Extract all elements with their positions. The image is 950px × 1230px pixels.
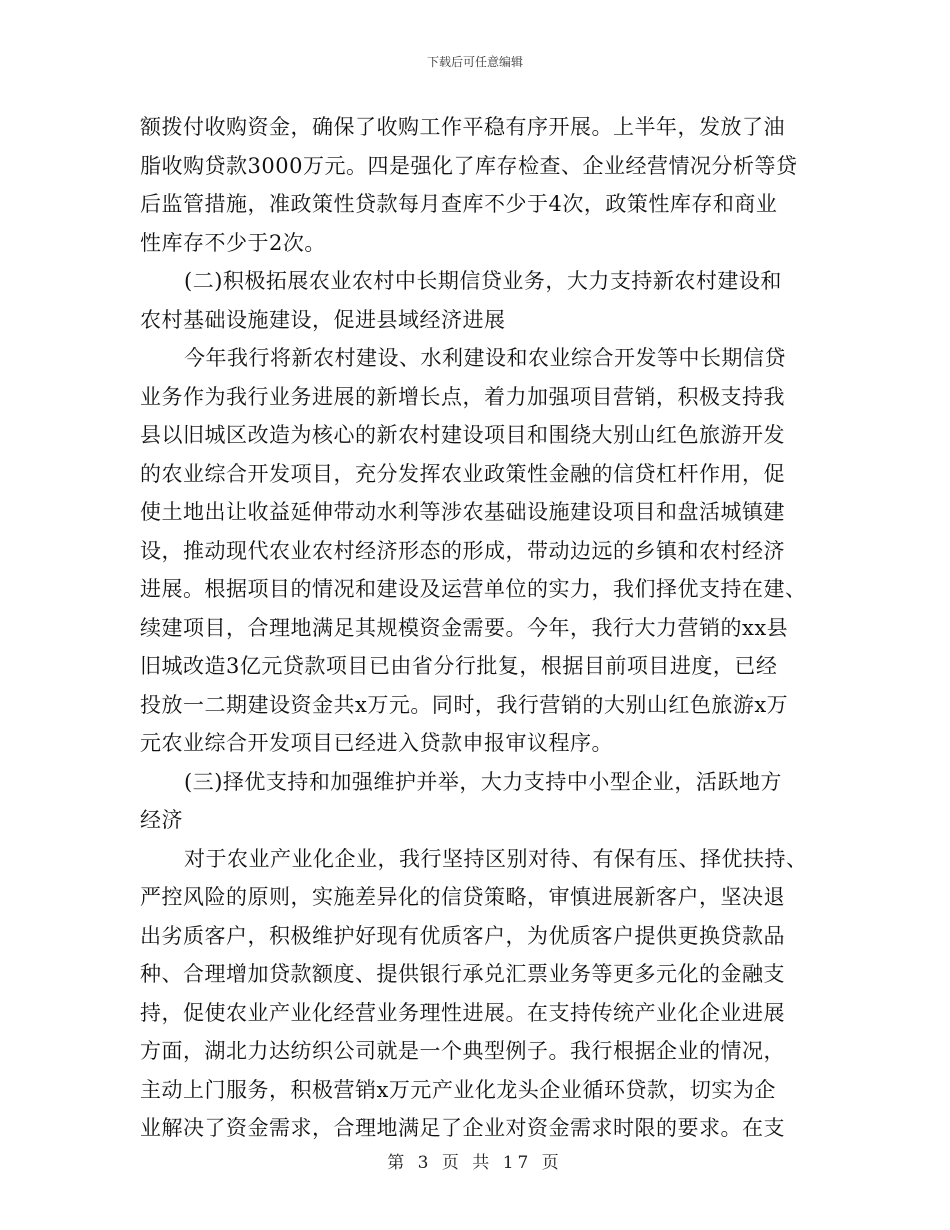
text-line: 使土地出让收益延伸带动水利等涉农基础设施建设项目和盘活城镇建 [140,500,785,524]
text-line: 出劣质客户，积极维护好现有优质客户，为优质客户提供更换贷款品 [140,923,785,948]
text-line: 种、合理增加贷款额度、提供银行承兑汇票业务等更多元化的金融支 [140,962,785,986]
text-line: 的农业综合开发项目，充分发挥农业政策性金融的信贷杠杆作用，促 [140,461,785,486]
text-line: 方面，湖北力达纺织公司就是一个典型例子。我行根据企业的情况， [140,1039,785,1063]
text-line: (三)择优支持和加强维护并举，大力支持中小型企业，活跃地方 [184,769,782,794]
page-header: 下载后可任意编辑 [426,55,523,69]
text-line: 投放一二期建设资金共x万元。同时，我行营销的大别山红色旅游x万 [140,692,789,717]
text-line: 元农业综合开发项目已经进入贷款申报审议程序。 [140,731,613,755]
text-line: 经济 [140,808,183,832]
text-line: 性库存不少于2次。 [140,230,326,255]
text-line: 业务作为我行业务进展的新增长点，着力加强项目营销，积极支持我 [140,384,785,409]
text-line: (二)积极拓展农业农村中长期信贷业务，大力支持新农村建设和 [184,269,782,293]
text-line: 对于农业产业化企业，我行坚持区别对待、有保有压、择优扶持、 [184,846,808,871]
text-line: 额拨付收购资金，确保了收购工作平稳有序开展。上半年，发放了油 [140,115,785,139]
text-line: 县以旧城区改造为核心的新农村建设项目和围绕大别山红色旅游开发 [140,423,785,447]
text-line: 农村基础设施建设，促进县域经济进展 [140,307,506,332]
text-line: 续建项目，合理地满足其规模资金需要。今年，我行大力营销的xx县 [140,615,789,640]
text-line: 脂收购贷款3000万元。四是强化了库存检查、企业经营情况分析等贷 [140,153,798,178]
text-line: 主动上门服务，积极营销x万元产业化龙头企业循环贷款，切实为企 [140,1077,776,1102]
text-line: 持，促使农业产业化经营业务理性进展。在支持传统产业化企业进展 [140,1000,785,1025]
text-line: 今年我行将新农村建设、水利建设和农业综合开发等中长期信贷 [184,346,786,370]
text-line: 旧城改造3亿元贷款项目已由省分行批复，根据目前项目进度，已经 [140,654,778,678]
text-line: 严控风险的原则，实施差异化的信贷策略，审慎进展新客户，坚决退 [140,885,785,909]
text-line: 后监管措施，准政策性贷款每月查库不少于4次，政策性库存和商业 [140,192,778,216]
document-body [140,108,810,1148]
text-line: 设，推动现代农业农村经济形态的形成，带动边远的乡镇和农村经济 [140,538,785,563]
text-line: 业解决了资金需求，合理地满足了企业对资金需求时限的要求。在支 [140,1116,785,1140]
text-line: 进展。根据项目的情况和建设及运营单位的实力，我们择优支持在建、 [140,577,807,601]
page-number-footer: 第 3 页 共 17 页 [387,1153,563,1173]
